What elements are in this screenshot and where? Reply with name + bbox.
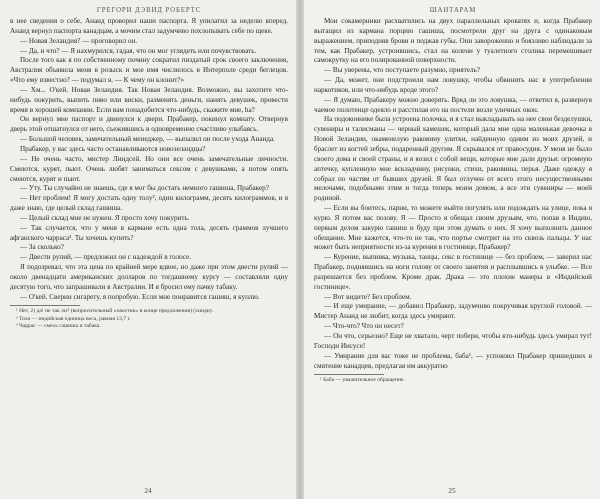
paragraph: — Двести рупий, — предложил он с надеждой в голосе. [20,253,192,262]
right-running-head: ШАНТАРАМ [429,7,477,14]
paragraph: — Не очень часто, мистер Линдсей. Но они все очень замечательные личности. Смеются, курят, пьют. Очень любят заниматься сексом с девушками, а потом опять смеются, курят и пьют. [10,154,288,183]
paragraph: — Если вы боитесь, парни, то можете выйти погулять или подождать на улице, пока я курю. Я потом вас позову. Я — Просто я обещал своим друзьям, что, попав в Индию, первым делом закурю гашиш и буду при этом думать о них. Я хочу выполнить данное обещание. Мне кажется, что-то не так, что портье смотрит на это сквозь пальцы. У нас может быть неприятности из-за курения в гостинице, Прабакер? [314,204,592,252]
footnote-rule [10,305,80,306]
book-gutter [296,0,304,499]
right-page [304,0,600,499]
paragraph: — Новая Зеландия? — проговорил он. [20,36,138,45]
paragraph: в нее сведения о себе, Анаид проворил наши паспорта. Я упилатил за неделю вперед. Анаид вернул паспорта канадцам, а мочим стал задумчиво похлопывать себе по щеке. [10,17,288,35]
paragraph: На подоконнике была устроена полочка, и я стал выкладывать на нее свои безделушки, сувениры и талисманы — черный камешек, который дала мне одна маленькая девочка в Новой Зеландии, окаменелую раковину улитки, найденную одним из моих друзей, и браслет из когтей зебры, подаренный другим. Я скрывался от правосудия. У меня не было своего дома и своей страны, и я возил с собой вещи, которые мне дали друзья: огромную аптечку, купленную мне вскладчину, рисунки, стихи, раковины, перья. Даже одежду я собрал по частям от бывших друзей. Я был отлучен от всего этого несущественными мелочами, подобными этим и тогда теперь моим домом, а все эти сувениры — моей родиной. [314,115,592,203]
paragraph: — Что-что? Что он несет? [324,322,404,331]
paragraph: — Уту. Ты случайно не знаешь, где я мог бы достать немного гашиша, Прабакер? [20,184,269,193]
footnote: ³ Чаррас — смесь гашиша и табака. [16,323,101,330]
right-footnotes [314,377,592,384]
footnote: ¹ Нет, 2) да! не так ли? (вопросительный «хвостик» в конце предложения) (хинди). [16,308,214,315]
paragraph: — Целый склад мне не нужен. Я просто хочу покурить. [20,213,190,222]
paragraph: Он вернул мне паспорт и двинулся к двери. Прабакер, покинул комнату. Отвернув дверь этой отшатнулся от него, съежившись в одновременно счастливо улыбаясь. [10,115,288,134]
paragraph: — Курение, выпивка, музыка, танцы, секс в гостинице — без проблем, — заверил нас Прабакер, поднявшись на ноги голову от своего занятия и расплывшись в улыбке. — Все разрешается без проблем. Кроме драк. Драка — это плохие манеры в «Индийской гостинице». [314,253,592,291]
left-page-number: 24 [144,487,152,495]
paragraph: — За сколько? [20,243,64,252]
paragraph: — Да, может, они подстроили нам ловушку, чтобы обвинить нас в употреблении наркотиков, или что-нибудь вроде этого? [314,76,592,94]
paragraph: — Он что, серьезно? Еще не хватало, черт побери, чтобы кто-нибудь здесь умирал тут! Господи Иисусе! [314,332,592,350]
right-page-text [314,17,592,371]
paragraph: Мои сокамерники расхватились на двух параллельных кроватях и, когда Прабакер вытащил из кармана порцию гашиша, посмотрели друг на друга с одинаковым выражением, приподняв брови и поджав губы. Они завороженно и боязливо наблюдали за тем, как Прабакер, устроившись, стал на колени у туалетного столика перемешивает самокрутку на его полированной поверхности. [314,17,592,65]
right-page-number: 25 [448,487,456,495]
paragraph: — Да, и что? — Я нахмурился, гадая, что он мог углядеть или почувствовать. [20,46,257,55]
paragraph: — О'кей. Сверни сигарету, я попробую. Если мне понравится гашиш, я куплю. [20,292,260,301]
paragraph: Я подозревал, что эта цена по крайней мере вдвое, но даже при этом двести рупий — около двенадцати американских долларов по тогдашнему курсу — составляли одну десятую того, что запрашивали в Австралии. И я бросил ему пачку табаку. [10,263,288,291]
left-footnotes [10,308,288,330]
left-page [0,0,296,499]
paragraph: — Нет проблем! Я могу достать одну толу², один килограмм, десять килограммов, и я даже знаю, где целый склад гашиша. [10,194,288,213]
paragraph: — Хм... О'кей. Новая Зеландия. Так Новая Зеландия. Возможно, вы захотите что-нибудь покурить, выпить пиво или виски, разменять деньги, нанять девушек, провести время в хорошей компании. Если вам понадобится что-нибудь, скажите мне, ha? [10,85,288,114]
paragraph: — Большой человек, замечательный менеджер, — выпалил он после ухода Анаида. [20,135,275,144]
paragraph: — Я думаю, Прабакеру можно доверять. Вряд ли это ловушка, — ответил я, развернув чаемое полотенце одеяло и расстилая его на постели возле уличных окон. [314,95,592,114]
paragraph: — Умирание для вас тоже не проблема, баба¹, — успокоил Прабакер пришедших в смятение канадцев, предлагая им аккуратно [314,351,592,370]
left-running-head: ГРЕГОРИ ДЭВИД РОБЕРТС [96,7,202,14]
left-page-text [10,17,288,302]
paragraph: — И еще умирание, — добавил Прабакер, задумчиво покручивая круглой головой. — Мистер Анаид не любит, когда здесь умирают. [314,302,592,321]
paragraph: Прабакер, у вас здесь часто останавливаются новозеландцы? [20,144,206,153]
footnote: ¹ Баба — уважительное обращение. [320,377,405,384]
paragraph: — Так случается, что у меня в кармане есть одна тола, десять граммов лучшего афганского чарраса³. Ты хочешь купить? [10,223,288,242]
footnote-rule [314,374,384,375]
paragraph: — Вот видите? Без проблем. [324,292,412,301]
paragraph: После того как я по собственному почину сократил пиздатый срок своего заключения, Австралия объявила меня в розыск и мое имя числилось в Интерполе среди беглецов. «Что ему известно? — подумал я. — К чему он клонит?» [10,56,288,85]
paragraph: — Вы уверены, что поступаете разумно, приятель? [324,66,480,75]
footnote: ² Тола — индийская единица веса, равная 13,7 г. [16,315,131,322]
